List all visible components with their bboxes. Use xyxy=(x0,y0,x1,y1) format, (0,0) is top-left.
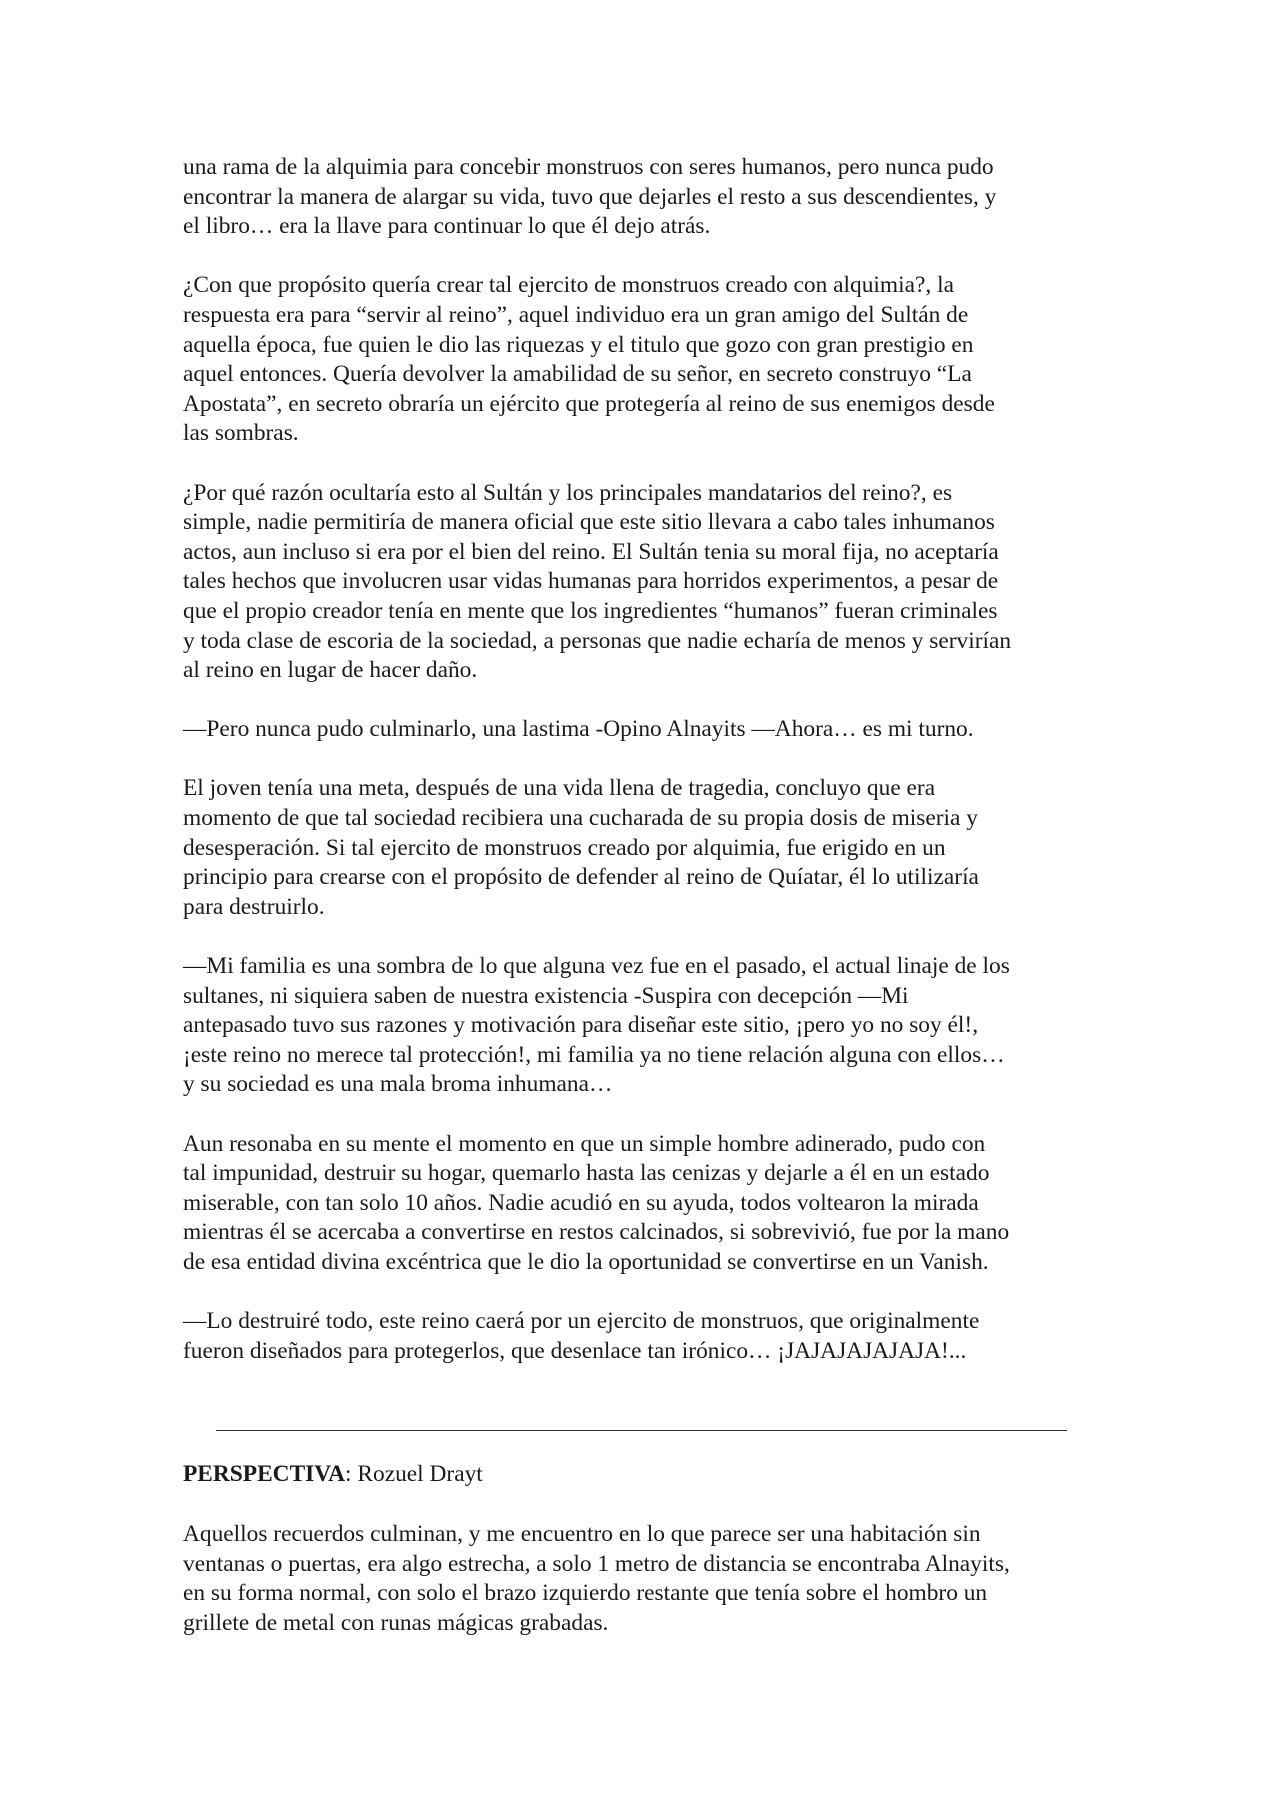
text-line: desesperación. Si tal ejercito de monstruos creado por alquimia, fue erigido en un xyxy=(183,834,946,861)
text-line: El joven tenía una meta, después de una vida llena de tragedia, concluyo que era xyxy=(183,775,936,802)
text-line: en su forma normal, con solo el brazo izquierdo restante que tenía sobre el hombro un xyxy=(183,1580,988,1607)
text-line: respuesta era para “servir al reino”, aquel individuo era un gran amigo del Sultán de xyxy=(183,301,969,328)
section-label: PERSPECTIVA xyxy=(183,1461,346,1487)
text-line: las sombras. xyxy=(183,420,299,447)
text-line: principio para crearse con el propósito de defender al reino de Quíatar, él lo utilizaría xyxy=(183,864,979,891)
paragraph xyxy=(183,1307,1105,1366)
section-heading xyxy=(183,1460,483,1490)
paragraph xyxy=(183,153,1105,242)
text-line: para destruirlo. xyxy=(183,893,325,920)
paragraph xyxy=(183,774,1105,922)
text-line: ¿Con que propósito quería crear tal ejercito de monstruos creado con alquimia?, la xyxy=(183,272,954,299)
text-line: aquel entonces. Quería devolver la amabilidad de su señor, en secreto construyo “La xyxy=(183,361,972,388)
text-line: simple, nadie permitiría de manera oficial que este sitio llevara a cabo tales inhumanos xyxy=(183,509,995,536)
text-line: encontrar la manera de alargar su vida, tuvo que dejarles el resto a sus descendientes, y xyxy=(183,183,997,210)
paragraph xyxy=(183,479,1105,686)
text-line: una rama de la alquimia para concebir monstruos con seres humanos, pero nunca pudo xyxy=(183,154,994,180)
text-line: antepasado tuvo sus razones y motivación para diseñar este sitio, ¡pero yo no soy él!, xyxy=(183,1012,979,1039)
section-divider xyxy=(216,1430,1067,1431)
text-line: y su sociedad es una mala broma inhumana… xyxy=(183,1071,613,1098)
text-line: momento de que tal sociedad recibiera una cucharada de su propia dosis de miseria y xyxy=(183,805,978,832)
paragraph xyxy=(183,715,1105,745)
text-line: —Lo destruiré todo, este reino caerá por un ejercito de monstruos, que originalmente xyxy=(183,1308,980,1335)
paragraph xyxy=(183,952,1105,1100)
text-line: ventanas o puertas, era algo estrecha, a solo 1 metro de distancia se encontraba Alnayits, xyxy=(183,1550,1010,1577)
text-line: miserable, con tan solo 10 años. Nadie acudió en su ayuda, todos voltearon la mirada xyxy=(183,1189,979,1216)
text-line: aquella época, fue quien le dio las riquezas y el titulo que gozo con gran prestigio en xyxy=(183,331,974,358)
text-line: ¿Por qué razón ocultaría esto al Sultán y los principales mandatarios del reino?, es xyxy=(183,479,953,506)
section-character-name: Rozuel Drayt xyxy=(357,1461,483,1487)
paragraph xyxy=(183,1520,1105,1638)
body-text xyxy=(183,153,1105,1396)
text-line: el libro… era la llave para continuar lo que él dejo atrás. xyxy=(183,213,711,240)
text-line: ¡este reino no merece tal protección!, mi familia ya no tiene relación alguna con ellos… xyxy=(183,1041,1005,1068)
text-line: sultanes, ni siquiera saben de nuestra existencia -Suspira con decepción —Mi xyxy=(183,982,909,1009)
text-line: que el propio creador tenía en mente que los ingredientes “humanos” fueran criminales xyxy=(183,597,998,624)
text-line: tales hechos que involucren usar vidas humanas para horridos experimentos, a pesar de xyxy=(183,568,999,595)
text-line: grillete de metal con runas mágicas grabadas. xyxy=(183,1609,609,1636)
text-line: Aun resonaba en su mente el momento en que un simple hombre adinerado, pudo con xyxy=(183,1130,986,1157)
text-line: —Mi familia es una sombra de lo que alguna vez fue en el pasado, el actual linaje de los xyxy=(183,953,1010,980)
text-line: tal impunidad, destruir su hogar, quemarlo hasta las cenizas y dejarle a él en un estado xyxy=(183,1160,990,1187)
text-line: actos, aun incluso si era por el bien del reino. El Sultán tenia su moral fija, no aceptaría xyxy=(183,538,999,565)
paragraph xyxy=(183,271,1105,449)
text-line: Aquellos recuerdos culminan, y me encuentro en lo que parece ser una habitación sin xyxy=(183,1521,981,1547)
text-line: de esa entidad divina excéntrica que le dio la oportunidad se convertirse en un Vanish. xyxy=(183,1248,989,1275)
section-colon: : xyxy=(345,1461,352,1487)
text-line: mientras él se acercaba a convertirse en restos calcinados, si sobrevivió, fue por la mano xyxy=(183,1219,1010,1246)
text-line: —Pero nunca pudo culminarlo, una lastima -Opino Alnayits —Ahora… es mi turno. xyxy=(183,716,974,743)
text-line: Apostata”, en secreto obraría un ejército que protegería al reino de sus enemigos desde xyxy=(183,390,995,417)
text-line: al reino en lugar de hacer daño. xyxy=(183,657,478,684)
section-body-text xyxy=(183,1520,1105,1668)
text-line: fueron diseñados para protegerlos, que desenlace tan irónico… ¡JAJAJAJAJAJA!... xyxy=(183,1337,967,1364)
text-line: y toda clase de escoria de la sociedad, a personas que nadie echaría de menos y servirían xyxy=(183,627,1012,654)
paragraph xyxy=(183,1130,1105,1278)
